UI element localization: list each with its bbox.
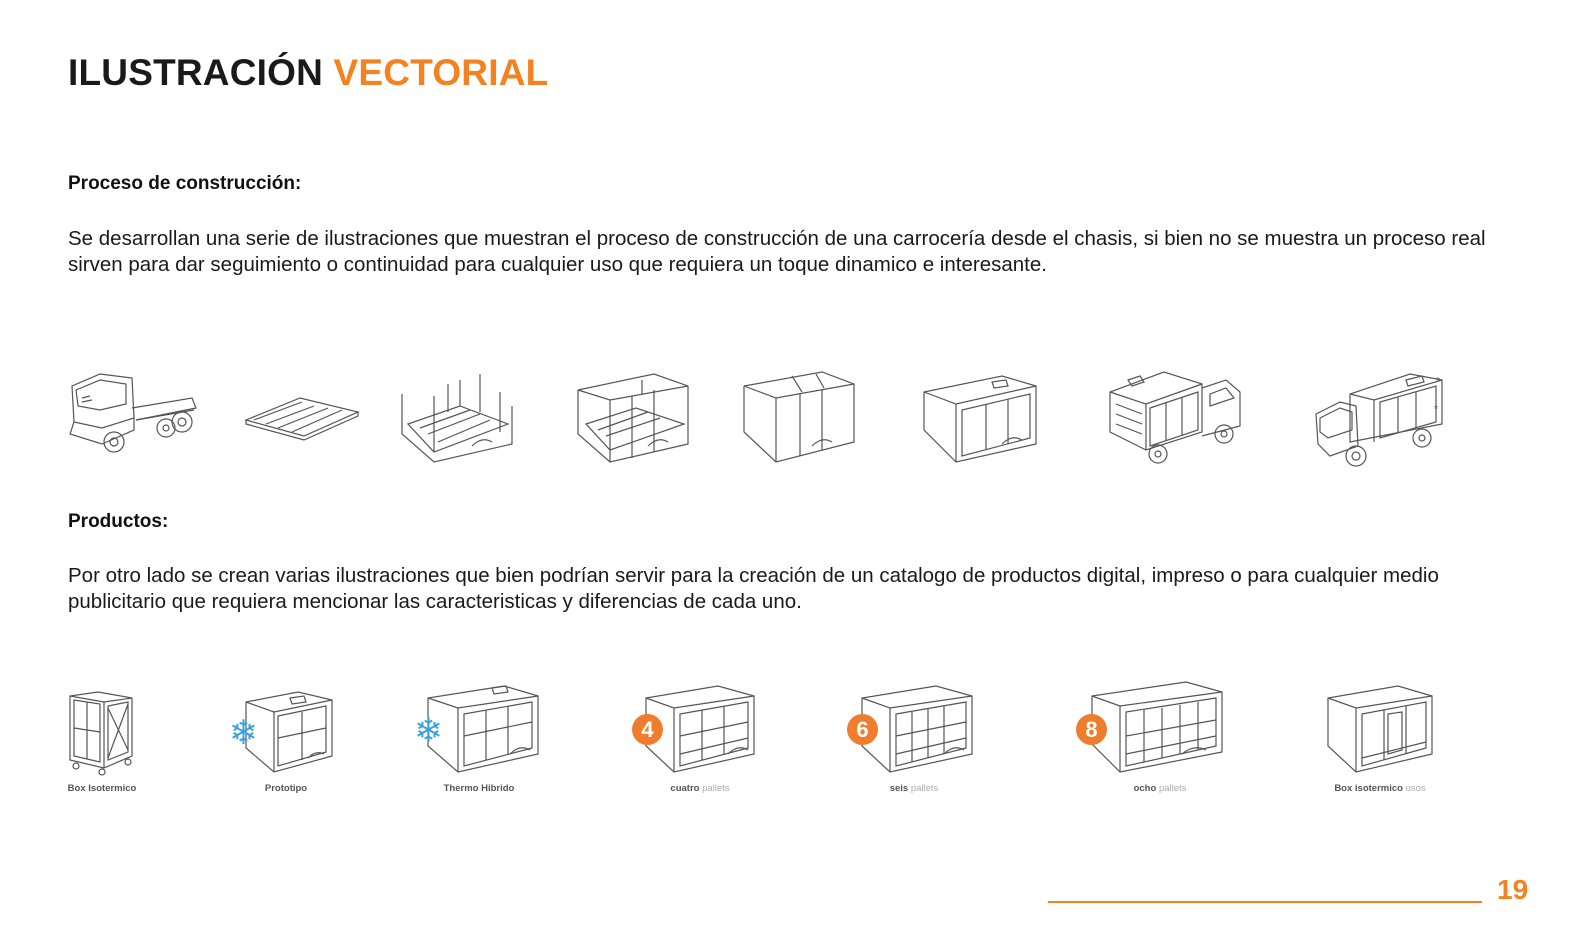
pallet-count-badge: 6 [847, 714, 878, 745]
product-thermo-hibrido-illustration [426, 684, 540, 776]
product-box-isotermico-illustration [68, 690, 136, 776]
truck-with-box-illustration [1106, 370, 1246, 466]
product-caption [265, 783, 307, 794]
product-caption-light: pallets [1158, 783, 1187, 794]
section-heading-products: Productos: [68, 511, 169, 532]
snowflake-icon: ❄ [229, 714, 258, 752]
product-caption-bold: cuatro [670, 783, 700, 794]
product-caption [68, 783, 137, 794]
truck-chassis-illustration [62, 368, 202, 460]
section-text-process: Se desarrollan una serie de ilustraciones que muestran el proceso de construcción de una carrocería desde el chasis, si bien no se muestra un proceso real sirven para dar seguimiento o continuidad para cualquier uso que requiera un toque dinamico e interesante. [68, 227, 1486, 276]
svg-text:*: * [1436, 376, 1440, 387]
section-heading-process: Proceso de construcción: [68, 173, 302, 194]
page-number: 19 [1497, 874, 1529, 905]
snowflake-icon: ❄ [414, 712, 443, 750]
product-ocho-pallets-illustration [1090, 680, 1224, 774]
product-box-isotermico-usos-illustration [1326, 684, 1434, 774]
frame-crossbars-illustration [576, 372, 692, 464]
footer-divider [1048, 901, 1482, 903]
product-caption-light: usos [1405, 783, 1426, 794]
pallet-count-badge: 4 [632, 714, 663, 745]
title-accent: VECTORIAL [333, 52, 549, 93]
product-caption [670, 783, 729, 794]
product-caption [890, 783, 939, 794]
product-caption-bold: Box Isotermico [67, 783, 137, 794]
product-caption-bold: Thermo Hibrido [443, 783, 515, 794]
product-caption [444, 783, 515, 794]
product-caption-light: pallets [702, 783, 730, 794]
product-caption [1134, 783, 1187, 794]
floor-frame-illustration [244, 392, 360, 440]
title-main: ILUSTRACIÓN [68, 52, 324, 93]
product-caption [1334, 783, 1425, 794]
product-caption-bold: ocho [1133, 783, 1157, 794]
product-prototipo-illustration [244, 690, 334, 776]
product-caption-bold: Box isotermico [1334, 783, 1403, 794]
finished-truck-illustration [1314, 372, 1450, 468]
svg-text:*: * [1434, 404, 1438, 415]
page-title [68, 52, 548, 94]
frame-walls-illustration [742, 370, 858, 464]
pallet-count-badge: 8 [1076, 714, 1107, 745]
product-caption-bold: seis [889, 783, 909, 794]
frame-posts-illustration [400, 372, 516, 464]
closed-box-illustration [922, 374, 1040, 464]
product-caption-bold: Prototipo [264, 783, 308, 794]
section-text-products: Por otro lado se crean varias ilustraciones que bien podrían servir para la creación de un catalogo de productos digital, impreso o para cualquier medio publicitario que requiera mencionar las caracteristicas y diferencias de cada uno. [68, 564, 1439, 613]
product-caption-light: pallets [910, 783, 939, 794]
